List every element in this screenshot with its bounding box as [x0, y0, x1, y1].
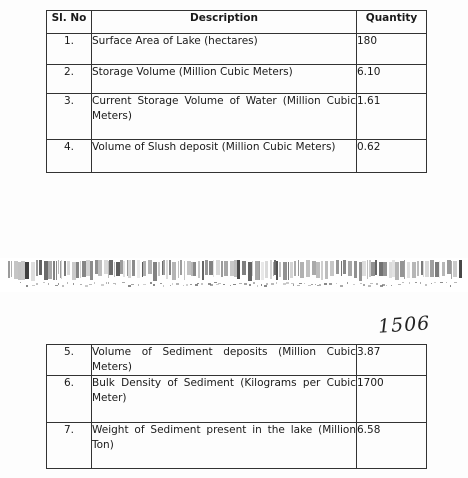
row-description: Weight of Sediment present in the lake (Million Ton) — [92, 423, 357, 469]
row-description: Bulk Density of Sediment (Kilograms per Cubic Meter) — [92, 376, 357, 423]
table-row — [47, 345, 427, 376]
table-row — [47, 94, 427, 140]
table-row — [47, 65, 427, 94]
row-description: Storage Volume (Million Cubic Meters) — [92, 65, 357, 94]
row-quantity: 3.87 — [357, 345, 427, 376]
row-sl-no: 3. — [47, 94, 92, 140]
row-quantity: 6.10 — [357, 65, 427, 94]
row-quantity: 6.58 — [357, 423, 427, 469]
row-sl-no: 6. — [47, 376, 92, 423]
table-row — [47, 423, 427, 469]
row-description: Surface Area of Lake (hectares) — [92, 34, 357, 65]
row-quantity: 1.61 — [357, 94, 427, 140]
header-sl-no: Sl. No — [47, 11, 92, 34]
row-description: Volume of Slush deposit (Million Cubic Meters) — [92, 140, 357, 173]
row-description: Volume of Sediment deposits (Million Cubic Meters) — [92, 345, 357, 376]
row-sl-no: 1. — [47, 34, 92, 65]
header-description: Description — [92, 11, 357, 34]
table-header-row — [47, 11, 427, 34]
row-quantity: 1700 — [357, 376, 427, 423]
data-table-top — [46, 10, 427, 173]
table-row — [47, 34, 427, 65]
table-row — [47, 140, 427, 173]
scan-artifact-strip — [0, 258, 468, 292]
row-sl-no: 2. — [47, 65, 92, 94]
table-row — [47, 376, 427, 423]
row-sl-no: 4. — [47, 140, 92, 173]
row-sl-no: 5. — [47, 345, 92, 376]
row-quantity: 0.62 — [357, 140, 427, 173]
handwritten-page-number: 1506 — [377, 312, 432, 338]
data-table-bottom — [46, 344, 427, 469]
header-quantity: Quantity — [357, 11, 427, 34]
row-description: Current Storage Volume of Water (Million Cubic Meters) — [92, 94, 357, 140]
row-sl-no: 7. — [47, 423, 92, 469]
row-quantity: 180 — [357, 34, 427, 65]
